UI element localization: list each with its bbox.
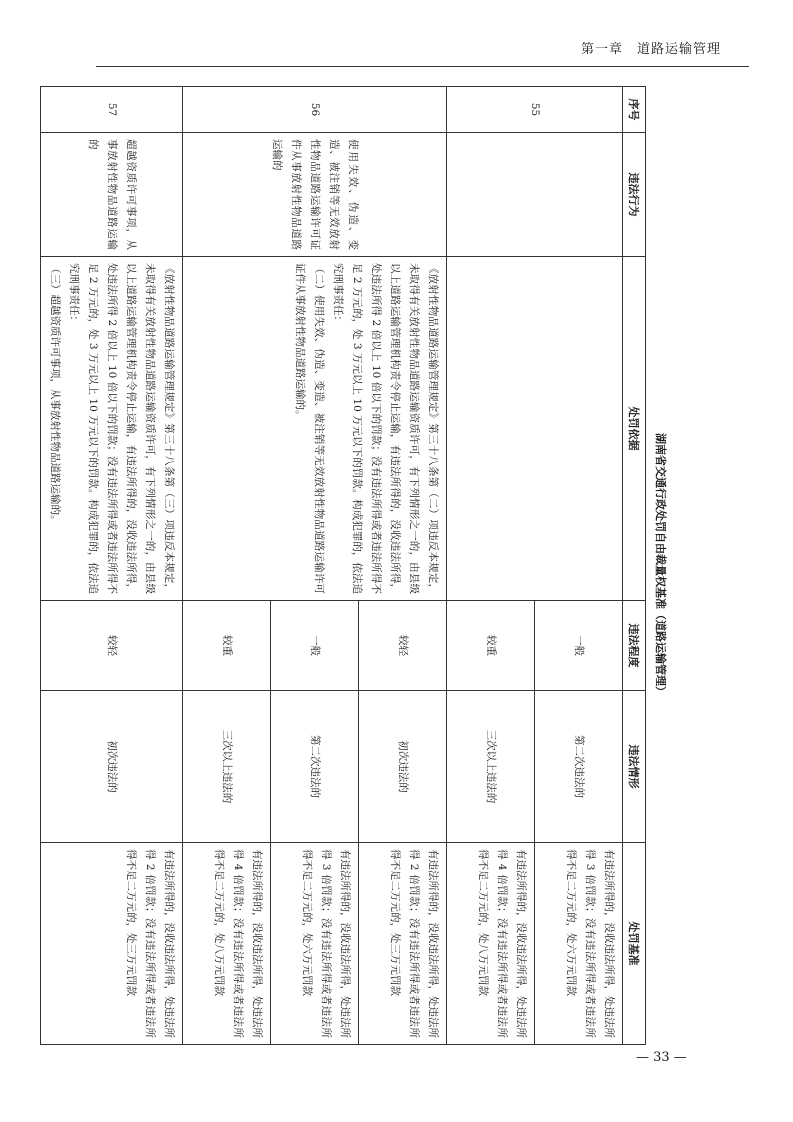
page-number: — 33 —: [636, 1050, 687, 1065]
running-header: 第一章 道路运输管理: [580, 42, 721, 57]
col-header-act: 违法行为: [623, 133, 646, 257]
basis-paragraph: 《放射性物品道路运输管理规定》第三十八条第（三）项违反本规定，未取得有关放射性物品道路运输资质许可，有下列情形之一的，由县级以上道路运输管理机构责令停止运输，有违法所得的，没收违法所得，处违法所得 2 倍以上 10 倍以下的罚款；没有违法所得或者违法所得不足 2 万元的，处 3 万元以上 10 万元以下的罚款。构成犯罪的，依法追究刑事责任：: [68, 263, 175, 594]
penalty-basis-cell: [41, 257, 183, 601]
circumstance-cell: 三次以上违法的: [183, 691, 271, 843]
col-header-circumstance: 违法情形: [623, 691, 646, 843]
col-header-basis: 处罚依据: [623, 257, 646, 601]
circumstance-cell: 初次违法的: [41, 691, 183, 843]
degree-cell: 较重: [183, 601, 271, 691]
row-number: 56: [183, 87, 447, 133]
table-header-row: [623, 87, 646, 1045]
circumstance-cell: 三次以上违法的: [447, 691, 535, 843]
violation-act-cell: 使用失效、伪造、变造、被注销等无效放射性物品道路运输许可证件从事放射性物品道路运输的: [183, 133, 447, 257]
basis-paragraph: （二）使用失效、伪造、变造、被注销等无效放射性物品道路运输许可证件从事放射性物品道路运输的。: [294, 263, 325, 594]
row-number: 55: [447, 87, 623, 133]
table-title: 湖南省交通行政处罚自由裁量权基准（道路运输管理）: [654, 433, 667, 697]
standard-cell: 有违法所得的，没收违法所得，处违法所得 4 倍罚款；没有违法所得或者违法所得不足二万元的，处八万元罚款: [183, 843, 271, 1045]
header-rule: [96, 66, 749, 67]
col-header-degree: 违法程度: [623, 601, 646, 691]
standard-cell: 有违法所得的，没收违法所得，处违法所得 2 倍罚款；没有违法所得或者违法所得不足二万元的，处三万元罚款: [359, 843, 447, 1045]
standard-cell: 有违法所得的，没收违法所得，处违法所得 4 倍罚款；没有违法所得或者违法所得不足二万元的，处八万元罚款: [447, 843, 535, 1045]
circumstance-cell: 初次违法的: [359, 691, 447, 843]
violation-act-cell: 超越资质许可事项，从事放射性物品道路运输的: [41, 133, 183, 257]
degree-cell: 一般: [535, 601, 623, 691]
circumstance-cell: 第二次违法的: [271, 691, 359, 843]
col-header-standard: 处罚基准: [623, 843, 646, 1045]
table-row: [41, 87, 183, 1045]
circumstance-cell: 第二次违法的: [535, 691, 623, 843]
degree-cell: 一般: [271, 601, 359, 691]
basis-paragraph: （三）超越资质许可事项，从事放射性物品道路运输的。: [49, 263, 61, 526]
basis-paragraph: 《放射性物品道路运输管理规定》第三十八条第（二）项违反本规定，未取得有关放射性物品道路运输资质许可，有下列情形之一的，由县级以上道路运输管理机构责令停止运输，有违法所得的，没收违法所得，处违法所得 2 倍以上 10 倍以下的罚款；没有违法所得或者违法所得不足 2 万元的，处 3 万元以上 10 万元以下的罚款。构成犯罪的，依法追究刑事责任：: [332, 263, 439, 594]
standard-cell: 有违法所得的，没收违法所得，处违法所得 3 倍罚款；没有违法所得或者违法所得不足二万元的，处六万元罚款: [535, 843, 623, 1045]
table-row: [359, 87, 447, 1045]
penalty-basis-cell: [183, 257, 447, 601]
col-header-no: 序号: [623, 87, 646, 133]
penalty-standards-table: [40, 86, 646, 1045]
table-row: [535, 87, 623, 1045]
violation-act-cell: [447, 133, 623, 257]
standard-cell: 有违法所得的，没收违法所得，处违法所得 2 倍罚款；没有违法所得或者违法所得不足二万元的，处三万元罚款: [41, 843, 183, 1045]
degree-cell: 较轻: [41, 601, 183, 691]
rotated-table-page: [49, 86, 674, 1044]
degree-cell: 较轻: [359, 601, 447, 691]
penalty-basis-cell: [447, 257, 623, 601]
row-number: 57: [41, 87, 183, 133]
degree-cell: 较重: [447, 601, 535, 691]
standard-cell: 有违法所得的，没收违法所得，处违法所得 3 倍罚款；没有违法所得或者违法所得不足二万元的，处六万元罚款: [271, 843, 359, 1045]
